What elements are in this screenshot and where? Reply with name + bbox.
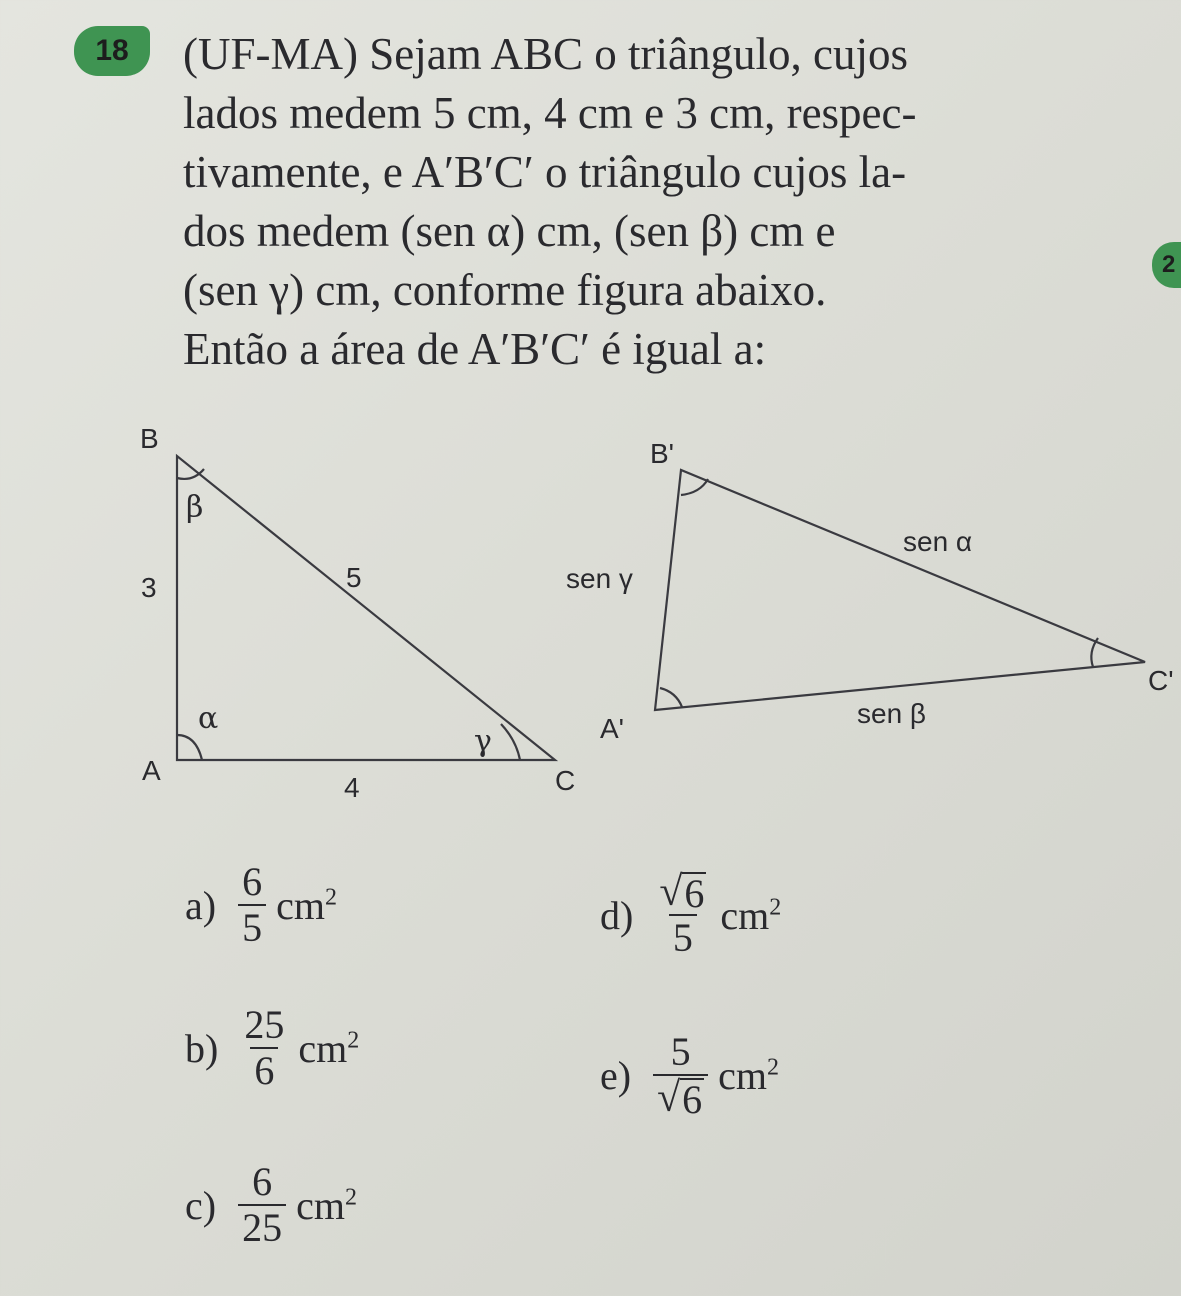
angle-a-prime-arc xyxy=(660,688,682,707)
sqrt-icon: √ 6 xyxy=(657,1075,703,1122)
triangle-abc xyxy=(177,456,555,760)
option-c[interactable] xyxy=(185,1160,357,1250)
angle-alpha-arc xyxy=(177,735,202,760)
vertex-a-label: A xyxy=(142,755,161,786)
side-ac-prime-label: sen β xyxy=(857,698,927,729)
question-line-5: (sen γ) cm, conforme figura abaixo. xyxy=(183,265,827,315)
option-b-denominator: 6 xyxy=(250,1047,278,1093)
option-a-numerator: 6 xyxy=(242,859,263,904)
option-d-exponent: 2 xyxy=(769,894,782,921)
option-e-exponent: 2 xyxy=(767,1054,780,1081)
option-b[interactable] xyxy=(185,1003,359,1093)
option-a-fraction xyxy=(238,860,266,950)
option-d-denominator: 5 xyxy=(669,914,697,960)
option-c-exponent: 2 xyxy=(344,1184,357,1211)
option-d-numerator xyxy=(655,870,710,914)
question-line-3: tivamente, e A′B′C′ o triângulo cujos la- xyxy=(183,147,907,197)
side-ab-prime-label: sen γ xyxy=(566,563,633,594)
option-e-label: e) xyxy=(600,1052,632,1098)
angle-beta-arc xyxy=(177,469,204,479)
side-bc-prime-label: sen α xyxy=(903,526,973,557)
angle-alpha-label: α xyxy=(198,701,219,736)
option-b-numerator: 25 xyxy=(244,1002,285,1047)
side-ab-label: 3 xyxy=(141,572,157,603)
option-b-exponent: 2 xyxy=(347,1027,360,1054)
option-d-radicand: 6 xyxy=(684,871,705,916)
option-e[interactable] xyxy=(600,1030,779,1120)
option-d-fraction xyxy=(655,870,710,960)
angle-gamma-label: γ xyxy=(474,724,492,759)
option-e-fraction xyxy=(653,1030,708,1120)
option-a-denominator: 5 xyxy=(238,904,266,950)
option-a-exponent: 2 xyxy=(324,884,337,911)
triangle-abc-prime xyxy=(655,470,1145,710)
option-a-unit xyxy=(276,882,337,929)
question-line-2: lados medem 5 cm, 4 cm e 3 cm, respec- xyxy=(183,88,917,138)
option-b-unit xyxy=(298,1025,359,1072)
vertex-c-label: C xyxy=(555,765,576,796)
option-e-unit xyxy=(718,1052,779,1099)
option-a[interactable] xyxy=(185,860,337,950)
option-d[interactable] xyxy=(600,870,781,960)
vertex-c-prime-label: C' xyxy=(1148,665,1174,696)
option-c-fraction xyxy=(238,1160,286,1250)
sqrt-icon: √ 6 xyxy=(659,869,705,916)
side-tab-number: 2 xyxy=(1162,251,1176,278)
option-b-unit-text: cm xyxy=(298,1025,348,1071)
option-a-unit-text: cm xyxy=(276,882,325,928)
option-e-unit-text: cm xyxy=(718,1052,768,1098)
option-d-unit xyxy=(720,892,781,939)
side-ac-label: 4 xyxy=(344,772,360,803)
option-c-unit-text: cm xyxy=(296,1182,345,1228)
option-e-denominator xyxy=(653,1074,708,1120)
vertex-b-prime-label: B' xyxy=(650,438,675,469)
option-a-label: a) xyxy=(185,882,217,928)
option-e-radicand: 6 xyxy=(682,1077,703,1122)
vertex-b-label: B xyxy=(140,423,159,454)
option-b-label: b) xyxy=(185,1025,219,1071)
question-line-4: dos medem (sen α) cm, (sen β) cm e xyxy=(183,206,836,256)
option-c-denominator: 25 xyxy=(238,1204,286,1250)
option-c-unit xyxy=(296,1182,357,1229)
option-d-label: d) xyxy=(600,892,634,938)
angle-beta-label: β xyxy=(186,490,204,525)
option-e-numerator: 5 xyxy=(670,1029,691,1074)
side-bc-label: 5 xyxy=(346,562,362,593)
option-d-unit-text: cm xyxy=(720,892,770,938)
question-line-1: (UF-MA) Sejam ABC o triângulo, cujos xyxy=(183,29,908,79)
option-b-fraction xyxy=(240,1003,288,1093)
option-c-label: c) xyxy=(185,1182,217,1228)
question-line-6: Então a área de A′B′C′ é igual a: xyxy=(183,324,767,374)
vertex-a-prime-label: A' xyxy=(600,713,625,744)
option-c-numerator: 6 xyxy=(252,1159,273,1204)
question-number: 18 xyxy=(95,34,129,67)
angle-b-prime-arc xyxy=(681,479,708,495)
